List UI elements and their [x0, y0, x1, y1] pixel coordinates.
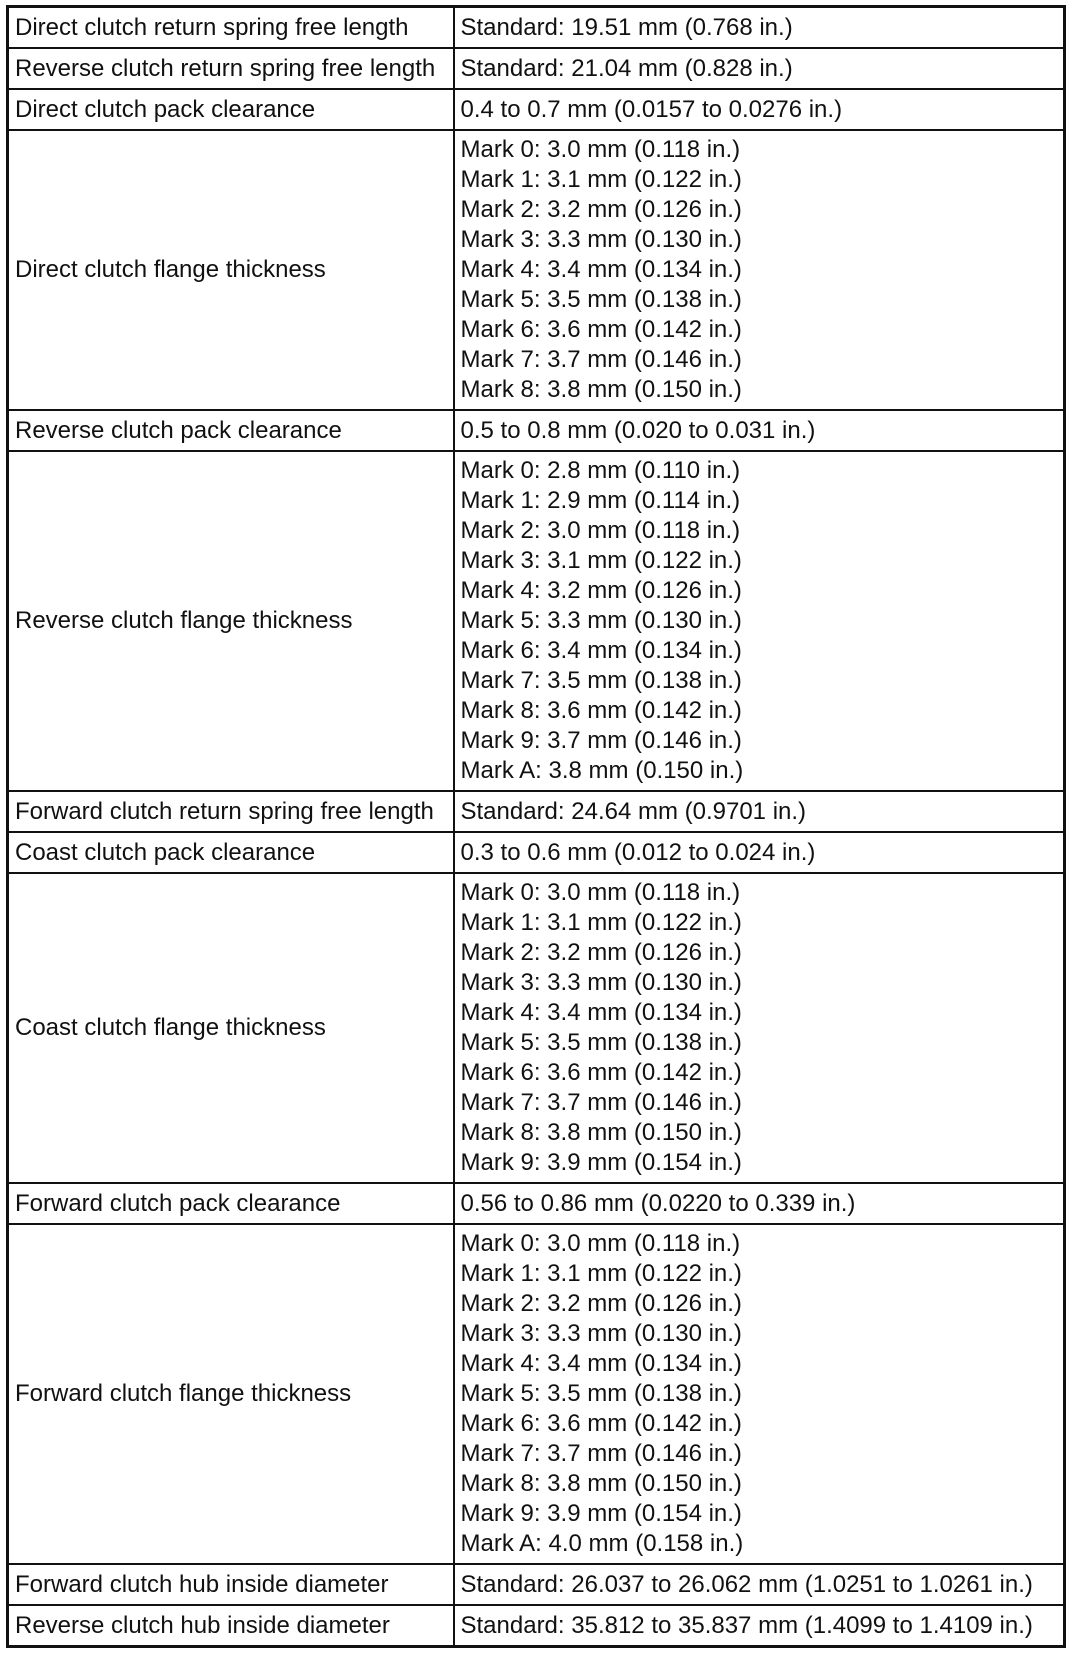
spec-label: Forward clutch return spring free length [8, 791, 454, 832]
spec-label: Coast clutch flange thickness [8, 873, 454, 1183]
spec-value-line: Standard: 21.04 mm (0.828 in.) [460, 54, 793, 82]
table-row [8, 1564, 1065, 1605]
spec-value [454, 1564, 1065, 1605]
spec-value [454, 130, 1065, 410]
table-row [8, 7, 1065, 49]
spec-value-line: Mark 3: 3.3 mm (0.130 in.) [460, 226, 742, 253]
spec-value-line: Mark 5: 3.3 mm (0.130 in.) [460, 607, 742, 634]
spec-label: Direct clutch pack clearance [8, 89, 454, 130]
spec-value-line: Mark 1: 3.1 mm (0.122 in.) [460, 166, 742, 193]
spec-value-line: Mark 7: 3.5 mm (0.138 in.) [460, 667, 742, 694]
table-row [8, 1605, 1065, 1647]
spec-value-line: Standard: 24.64 mm (0.9701 in.) [460, 797, 807, 825]
spec-value-line: Standard: 35.812 to 35.837 mm (1.4099 to 1.4109 in.) [460, 1611, 1033, 1639]
spec-value-line: Mark 8: 3.8 mm (0.150 in.) [460, 1119, 742, 1146]
spec-value [454, 873, 1065, 1183]
spec-label: Forward clutch flange thickness [8, 1224, 454, 1564]
spec-value-line: Mark 8: 3.8 mm (0.150 in.) [460, 376, 742, 403]
table-row [8, 1183, 1065, 1224]
spec-value-line: Mark 3: 3.3 mm (0.130 in.) [460, 1320, 742, 1347]
spec-value-line: Mark 9: 3.9 mm (0.154 in.) [460, 1149, 742, 1176]
spec-value [454, 451, 1065, 791]
spec-value-line: Mark 9: 3.7 mm (0.146 in.) [460, 727, 742, 754]
spec-value-line: Mark 5: 3.5 mm (0.138 in.) [460, 1029, 742, 1056]
table-row [8, 832, 1065, 873]
spec-value [454, 1224, 1065, 1564]
spec-value [454, 832, 1065, 873]
spec-value-line: Mark 7: 3.7 mm (0.146 in.) [460, 1089, 742, 1116]
spec-value-line: 0.56 to 0.86 mm (0.0220 to 0.339 in.) [460, 1189, 856, 1217]
spec-value-line: Mark 7: 3.7 mm (0.146 in.) [460, 346, 742, 373]
spec-value-line: Mark 7: 3.7 mm (0.146 in.) [460, 1440, 742, 1467]
spec-value-line: Mark 4: 3.2 mm (0.126 in.) [460, 577, 742, 604]
spec-table [6, 5, 1066, 1648]
spec-value [454, 410, 1065, 451]
spec-value-line: 0.5 to 0.8 mm (0.020 to 0.031 in.) [460, 416, 816, 444]
spec-value-line: Mark 1: 3.1 mm (0.122 in.) [460, 909, 742, 936]
spec-label: Forward clutch hub inside diameter [8, 1564, 454, 1605]
spec-value-line: Mark 8: 3.8 mm (0.150 in.) [460, 1470, 742, 1497]
spec-value-line: Mark 4: 3.4 mm (0.134 in.) [460, 256, 742, 283]
table-row [8, 89, 1065, 130]
spec-value-line: Mark 9: 3.9 mm (0.154 in.) [460, 1500, 742, 1527]
spec-label: Direct clutch flange thickness [8, 130, 454, 410]
spec-value-line: Standard: 19.51 mm (0.768 in.) [460, 13, 793, 41]
spec-label: Reverse clutch hub inside diameter [8, 1605, 454, 1647]
table-row [8, 1224, 1065, 1564]
spec-label: Reverse clutch flange thickness [8, 451, 454, 791]
spec-value-line: Mark 5: 3.5 mm (0.138 in.) [460, 1380, 742, 1407]
spec-value-line: Mark 4: 3.4 mm (0.134 in.) [460, 1350, 742, 1377]
spec-value-line: Mark 3: 3.1 mm (0.122 in.) [460, 547, 742, 574]
spec-value-line: Mark 2: 3.2 mm (0.126 in.) [460, 939, 742, 966]
spec-value-line: Mark 3: 3.3 mm (0.130 in.) [460, 969, 742, 996]
spec-value-line: Mark 0: 3.0 mm (0.118 in.) [460, 136, 741, 163]
spec-value-line: Mark 0: 2.8 mm (0.110 in.) [460, 457, 741, 484]
spec-label: Reverse clutch pack clearance [8, 410, 454, 451]
spec-label: Reverse clutch return spring free length [8, 48, 454, 89]
spec-value-line: Standard: 26.037 to 26.062 mm (1.0251 to 1.0261 in.) [460, 1570, 1033, 1598]
spec-label: Direct clutch return spring free length [8, 7, 454, 49]
spec-value-line: 0.4 to 0.7 mm (0.0157 to 0.0276 in.) [460, 95, 843, 123]
spec-value-line: 0.3 to 0.6 mm (0.012 to 0.024 in.) [460, 838, 816, 866]
spec-value-line: Mark 2: 3.0 mm (0.118 in.) [460, 517, 741, 544]
spec-table-body [8, 7, 1065, 1647]
spec-value [454, 89, 1065, 130]
spec-value-line: Mark 2: 3.2 mm (0.126 in.) [460, 1290, 742, 1317]
spec-value-line: Mark 6: 3.4 mm (0.134 in.) [460, 637, 742, 664]
table-row [8, 873, 1065, 1183]
spec-value-line: Mark A: 4.0 mm (0.158 in.) [460, 1530, 744, 1557]
spec-value-line: Mark 0: 3.0 mm (0.118 in.) [460, 879, 741, 906]
spec-value-line: Mark 6: 3.6 mm (0.142 in.) [460, 1059, 742, 1086]
spec-label: Forward clutch pack clearance [8, 1183, 454, 1224]
spec-value [454, 1183, 1065, 1224]
table-row [8, 48, 1065, 89]
table-row [8, 791, 1065, 832]
spec-value [454, 791, 1065, 832]
spec-value-line: Mark 1: 2.9 mm (0.114 in.) [460, 487, 741, 514]
spec-value-line: Mark 0: 3.0 mm (0.118 in.) [460, 1230, 741, 1257]
spec-label: Coast clutch pack clearance [8, 832, 454, 873]
spec-value-line: Mark 2: 3.2 mm (0.126 in.) [460, 196, 742, 223]
spec-value-line: Mark 5: 3.5 mm (0.138 in.) [460, 286, 742, 313]
spec-value [454, 48, 1065, 89]
spec-value-line: Mark 6: 3.6 mm (0.142 in.) [460, 1410, 742, 1437]
table-row [8, 451, 1065, 791]
spec-value [454, 7, 1065, 49]
spec-value-line: Mark 4: 3.4 mm (0.134 in.) [460, 999, 742, 1026]
spec-value-line: Mark 6: 3.6 mm (0.142 in.) [460, 316, 742, 343]
spec-value [454, 1605, 1065, 1647]
spec-value-line: Mark 1: 3.1 mm (0.122 in.) [460, 1260, 742, 1287]
table-row [8, 130, 1065, 410]
table-row [8, 410, 1065, 451]
spec-value-line: Mark A: 3.8 mm (0.150 in.) [460, 757, 744, 784]
spec-value-line: Mark 8: 3.6 mm (0.142 in.) [460, 697, 742, 724]
